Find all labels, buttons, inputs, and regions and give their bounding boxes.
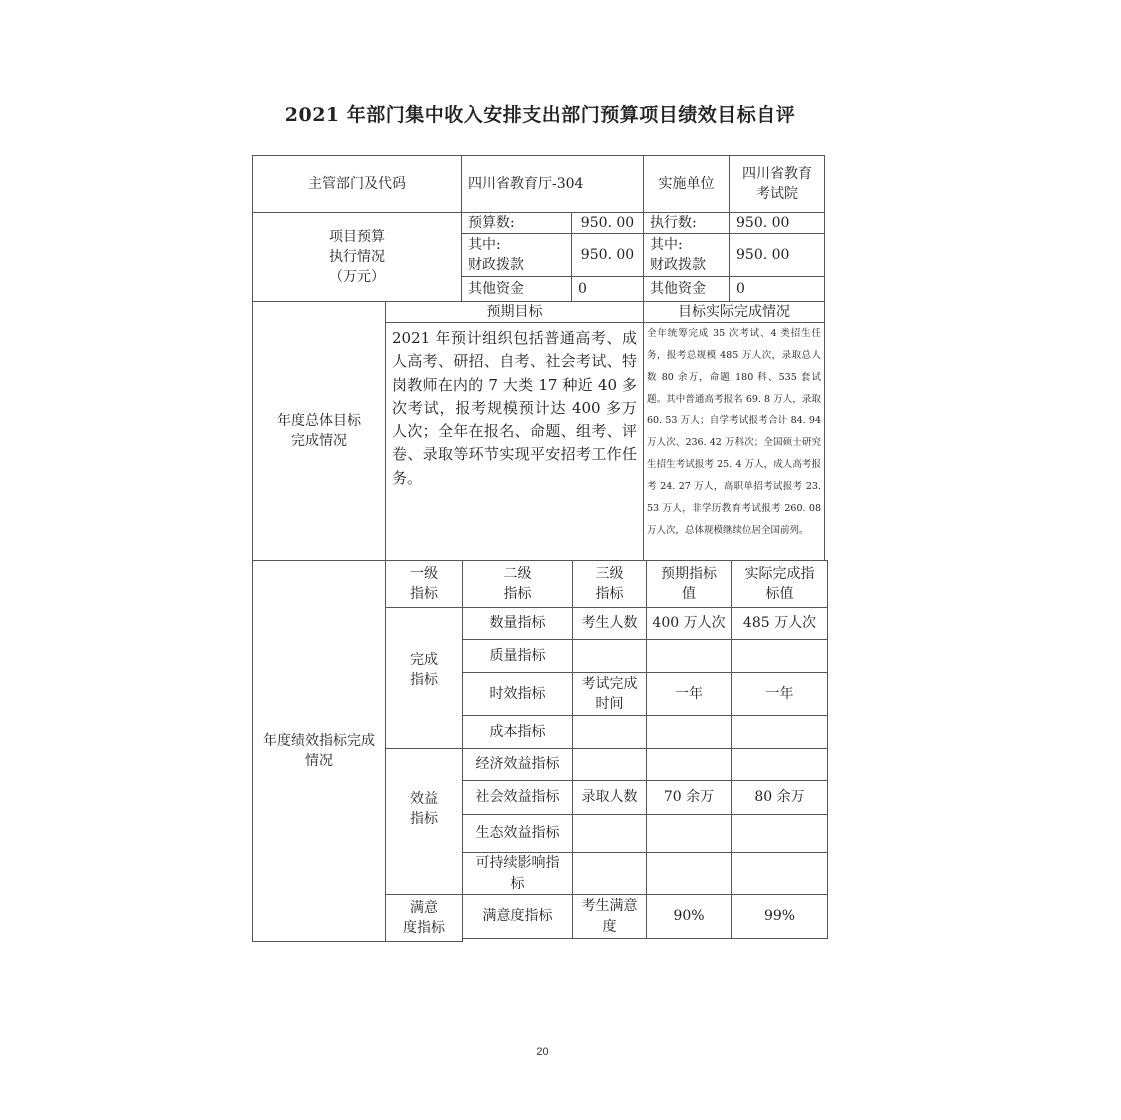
table-row-expected: 70 余万 xyxy=(646,780,732,815)
budget-value: 950. 00 xyxy=(571,212,644,234)
actual-text: 全年统筹完成 35 次考试、4 类招生任务，报考总规模 485 万人次，录取总人数 80 余万，命题 180 科、535 套试题。其中普通高考报名 69. 8 万人，录取 60. 53 万人；自学考试报考合计 84. 94 万人次、236. 42 万科次；全国硕士研究生招生考试报考 25. 4 万人，成人高考报考 24. 27 万人，高职单招考试报考 23. 53 万人，非学历教育考试报考 260. 08 万人次，总体规模继续位居全国前列。 xyxy=(643,322,825,561)
fiscal-exec-label: 其中: 财政拨款 xyxy=(643,233,730,277)
header-actual: 实际完成指 标值 xyxy=(731,560,828,608)
group-satisfaction: 满意 度指标 xyxy=(385,894,463,942)
performance-table xyxy=(252,155,828,942)
table-row-level2: 质量指标 xyxy=(462,639,573,673)
other-label: 其他资金 xyxy=(461,276,572,302)
table-row-actual xyxy=(731,748,828,781)
table-row-level3: 录取人数 xyxy=(572,780,647,815)
header-level1: 一级 指标 xyxy=(385,560,463,608)
expected-text: 2021 年预计组织包括普通高考、成人高考、研招、自考、社会考试、特岗教师在内的 7 大类 17 种近 40 多次考试，报考规模预计达 400 多万人次；全年在报名、命题、组考、评卷、录取等环节实现平安招考工作任务。 xyxy=(385,322,644,561)
table-row-expected xyxy=(646,748,732,781)
table-row-level3 xyxy=(572,748,647,781)
group-completion: 完成 指标 xyxy=(385,607,463,749)
table-row-actual: 485 万人次 xyxy=(731,607,828,640)
expected-header: 预期目标 xyxy=(385,301,644,323)
exec-value: 950. 00 xyxy=(729,212,825,234)
overall-label: 年度总体目标 完成情况 xyxy=(252,301,386,561)
table-row-expected: 一年 xyxy=(646,672,732,716)
table-row-level2: 可持续影响指 标 xyxy=(462,852,573,895)
budget-label-cell: 预算数: xyxy=(461,212,572,234)
table-row-level2: 成本指标 xyxy=(462,715,573,749)
table-row-actual xyxy=(731,715,828,749)
unit-value: 四川省教育 考试院 xyxy=(729,155,825,213)
exec-label: 执行数: xyxy=(643,212,730,234)
table-row-expected: 400 万人次 xyxy=(646,607,732,640)
table-row-expected xyxy=(646,814,732,853)
budget-label: 项目预算 执行情况 （万元） xyxy=(252,212,462,302)
table-row-level3 xyxy=(572,814,647,853)
table-row-actual: 99% xyxy=(731,894,828,939)
page-title: 2021 年部门集中收入安排支出部门预算项目绩效目标自评 xyxy=(284,104,796,126)
table-row-expected xyxy=(646,715,732,749)
page-number: 20 xyxy=(536,1046,549,1058)
table-row-expected xyxy=(646,639,732,673)
table-row-level3 xyxy=(572,852,647,895)
header-expected: 预期指标 值 xyxy=(646,560,732,608)
group-benefit: 效益 指标 xyxy=(385,748,463,895)
table-row-actual: 80 余万 xyxy=(731,780,828,815)
table-row-level3: 考试完成 时间 xyxy=(572,672,647,716)
table-row-level2: 数量指标 xyxy=(462,607,573,640)
table-row-level2: 社会效益指标 xyxy=(462,780,573,815)
table-row-actual xyxy=(731,814,828,853)
actual-header: 目标实际完成情况 xyxy=(643,301,825,323)
table-row-level3: 考生满意 度 xyxy=(572,894,647,939)
dept-label: 主管部门及代码 xyxy=(252,155,462,213)
table-row-actual xyxy=(731,639,828,673)
dept-value: 四川省教育厅-304 xyxy=(461,155,644,213)
table-row-level2: 时效指标 xyxy=(462,672,573,716)
table-row-expected: 90% xyxy=(646,894,732,939)
table-row-level2: 满意度指标 xyxy=(462,894,573,939)
table-row-level3 xyxy=(572,715,647,749)
table-row-actual: 一年 xyxy=(731,672,828,716)
header-level3: 三级 指标 xyxy=(572,560,647,608)
fiscal-label: 其中: 财政拨款 xyxy=(461,233,572,277)
other-budget: 0 xyxy=(571,276,644,302)
table-row-level2: 经济效益指标 xyxy=(462,748,573,781)
table-row-level2: 生态效益指标 xyxy=(462,814,573,853)
other-exec: 0 xyxy=(729,276,825,302)
performance-label: 年度绩效指标完成 情况 xyxy=(252,560,386,942)
fiscal-exec: 950. 00 xyxy=(729,233,825,277)
table-row-level3: 考生人数 xyxy=(572,607,647,640)
fiscal-budget: 950. 00 xyxy=(571,233,644,277)
table-row-actual xyxy=(731,852,828,895)
unit-label: 实施单位 xyxy=(643,155,730,213)
other-exec-label: 其他资金 xyxy=(643,276,730,302)
header-level2: 二级 指标 xyxy=(462,560,573,608)
table-row-level3 xyxy=(572,639,647,673)
table-row-expected xyxy=(646,852,732,895)
